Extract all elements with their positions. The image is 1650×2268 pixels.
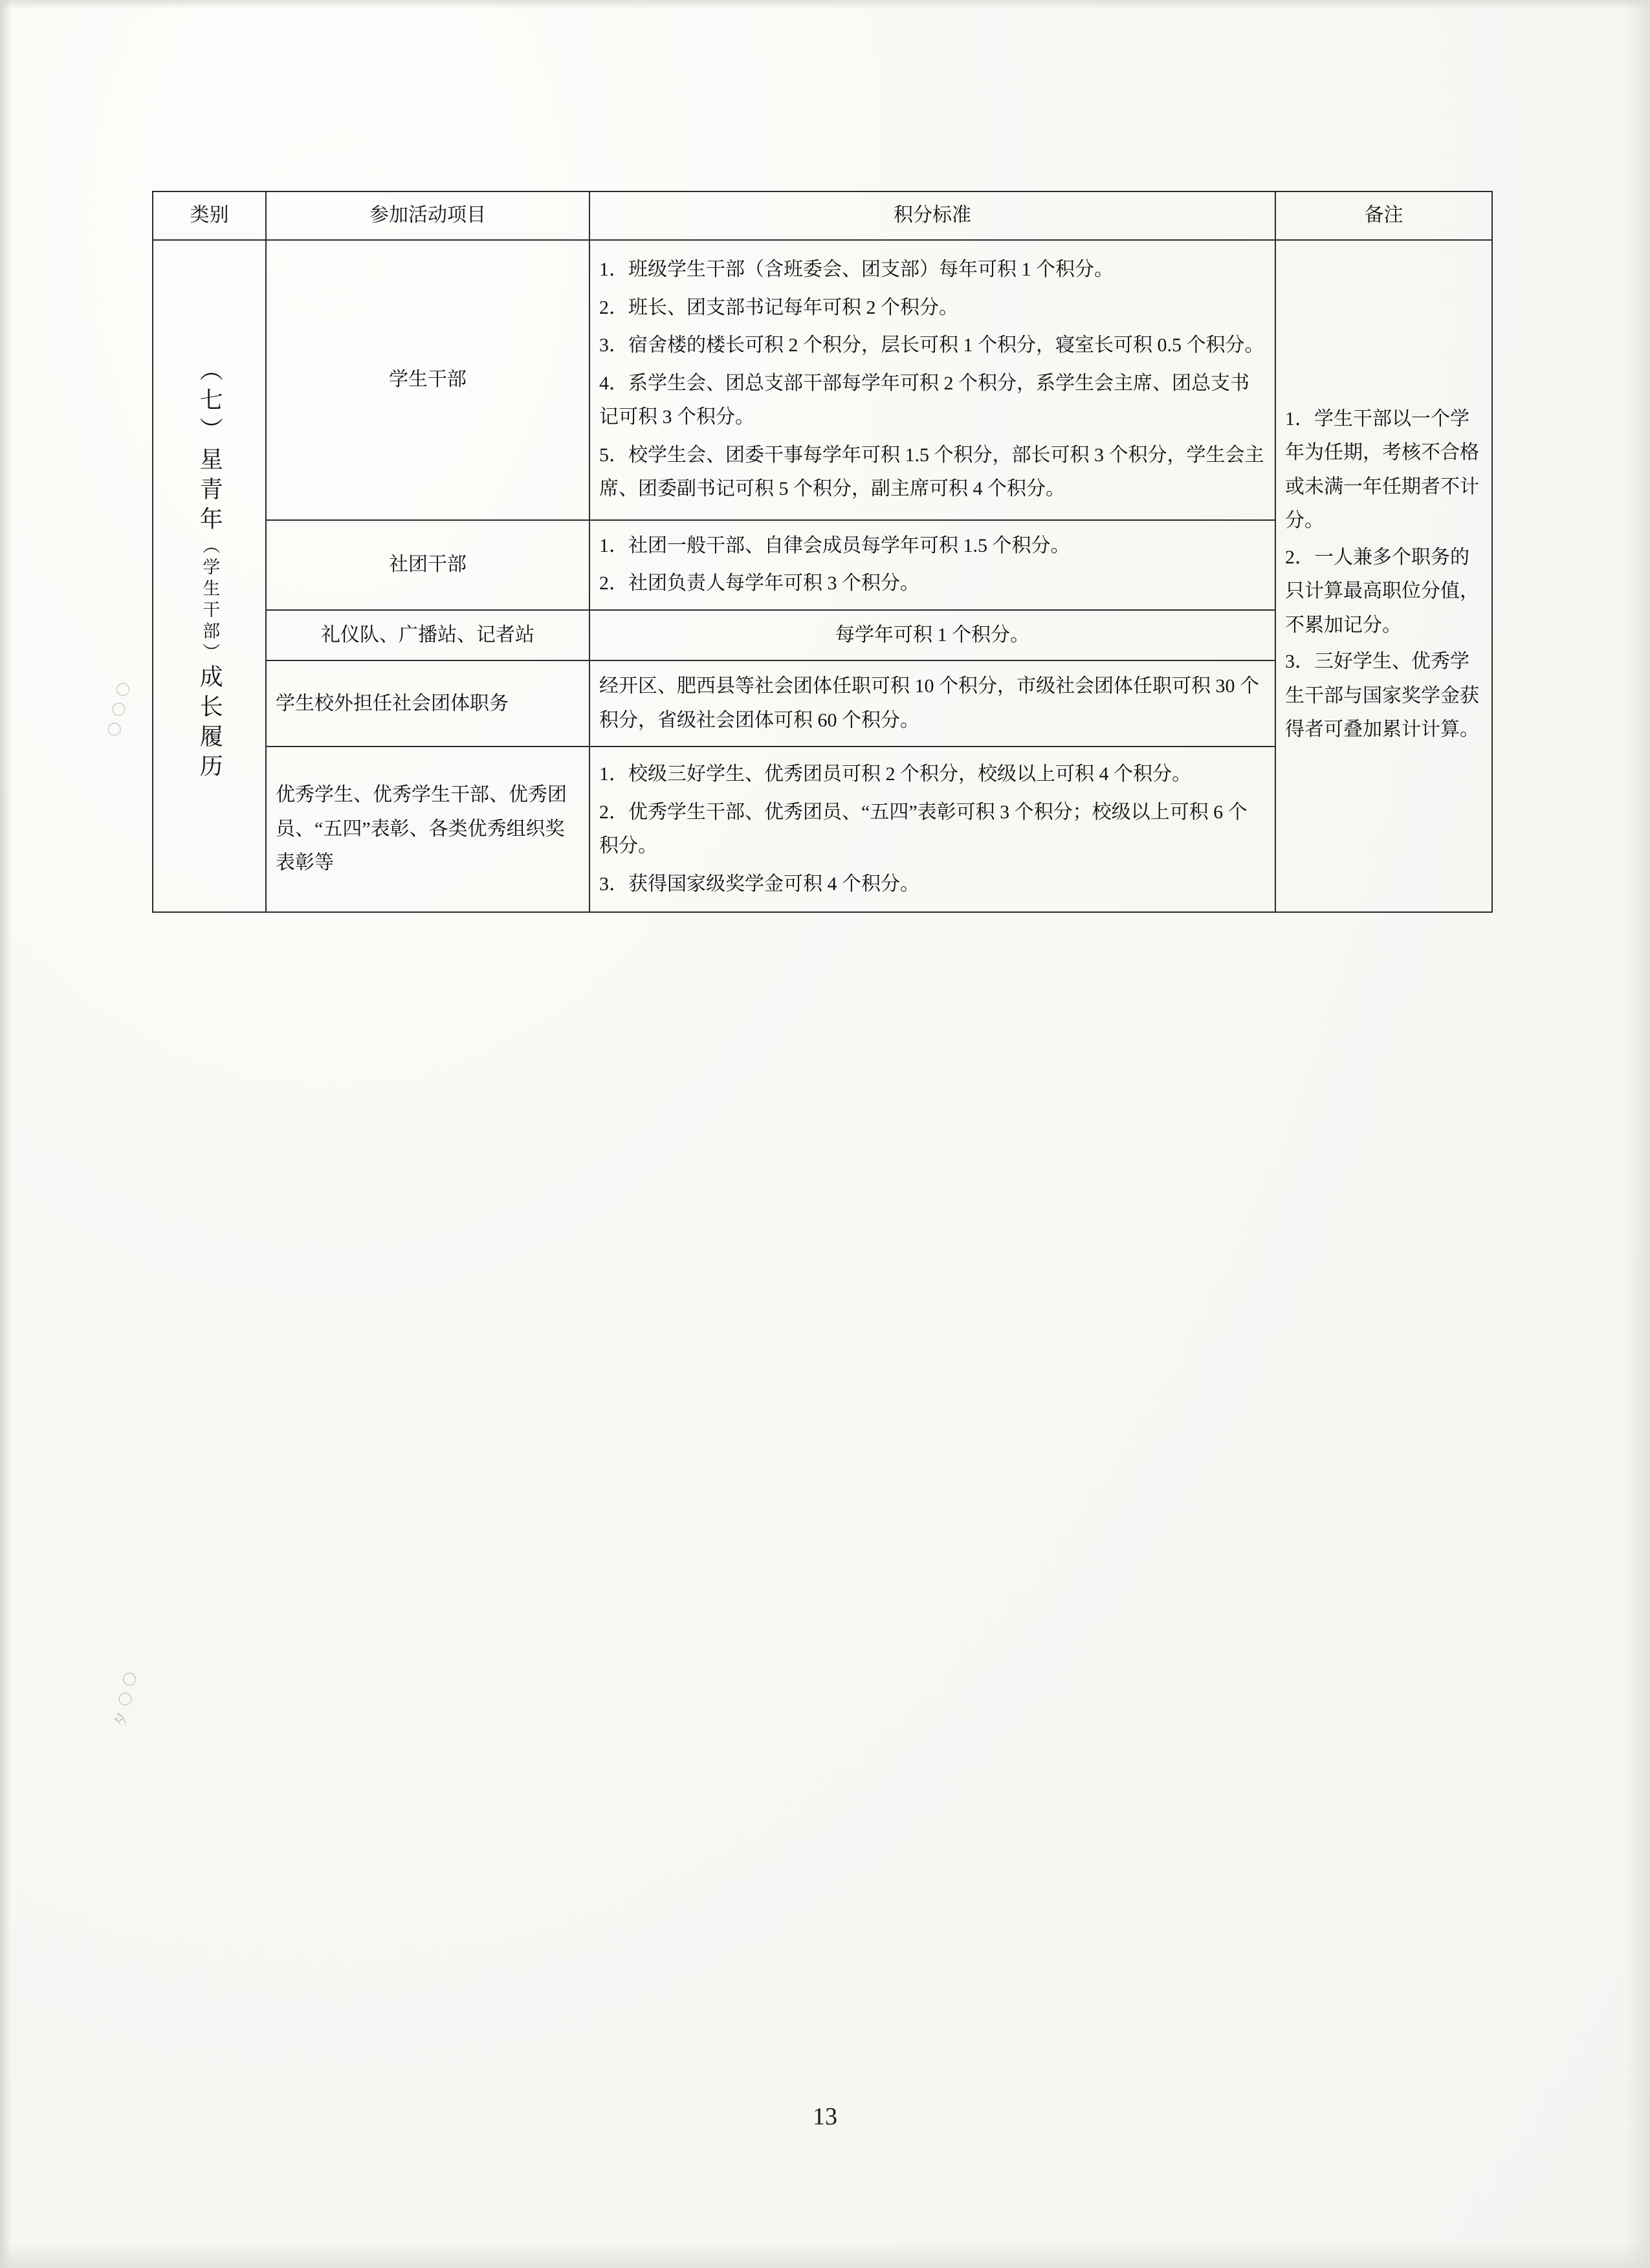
header-category: 类别 — [153, 191, 266, 240]
standard-line: 5．校学生会、团委干事每学年可积 1.5 个积分，部长可积 3 个积分，学生会主席、团委副书记可积 5 个积分，副主席可积 4 个积分。 — [599, 444, 1264, 500]
item-cell-student-cadre: 学生干部 — [266, 240, 589, 520]
item-cell-offcampus-position: 学生校外担任社会团体职务 — [266, 660, 589, 747]
table-header-row — [153, 191, 1492, 240]
table-body — [153, 240, 1492, 913]
header-standard: 积分标准 — [589, 191, 1275, 240]
standard-line: 3．获得国家级奖学金可积 4 个积分。 — [599, 873, 919, 895]
standard-cell-student-cadre — [589, 240, 1275, 520]
item-cell-club-cadre: 社团干部 — [266, 520, 589, 610]
remark-line: 1．学生干部以一个学年为任期，考核不合格或未满一年任期者不计分。 — [1285, 408, 1479, 532]
standard-line: 1．班级学生干部（含班委会、团支部）每年可积 1 个积分。 — [599, 259, 1114, 281]
standard-cell-honors — [589, 747, 1275, 912]
remark-line: 2．一人兼多个职务的只计算最高职位分值，不累加记分。 — [1285, 546, 1479, 636]
scan-edge-right — [1624, 0, 1650, 2268]
score-standards-table — [152, 191, 1493, 913]
standard-cell-offcampus-position — [589, 660, 1275, 747]
margin-pencil-mark-2: 夕 〇 〇 — [112, 1669, 140, 1728]
standard-line: 1．校级三好学生、优秀团员可积 2 个积分，校级以上可积 4 个积分。 — [599, 763, 1191, 785]
category-cell — [153, 240, 266, 913]
header-remark: 备注 — [1275, 191, 1492, 240]
scan-edge-left — [0, 0, 12, 2268]
category-vertical-label — [197, 247, 223, 894]
category-label-sub: （学生干部） — [200, 536, 220, 664]
standard-line: 2．优秀学生干部、优秀团员、“五四”表彰可积 3 个积分；校级以上可积 6 个积分。 — [599, 801, 1248, 857]
standard-line: 4．系学生会、团总支部干部每学年可积 2 个积分，系学生会主席、团总支书记可积 3 个积分。 — [599, 372, 1249, 428]
standard-cell-etiquette-team: 每学年可积 1 个积分。 — [589, 610, 1275, 660]
table-header — [153, 191, 1492, 240]
standard-line: 经开区、肥西县等社会团体任职可积 10 个积分，市级社会团体任职可积 30 个积分，省级社会团体可积 60 个积分。 — [599, 675, 1259, 731]
standard-line: 2．社团负责人每学年可积 3 个积分。 — [599, 572, 919, 594]
scan-edge-bottom — [0, 2242, 1650, 2268]
page-number: 13 — [813, 2103, 837, 2130]
standard-cell-club-cadre — [589, 520, 1275, 610]
category-label-tail: 成长履历 — [197, 664, 223, 783]
item-cell-etiquette-team: 礼仪队、广播站、记者站 — [266, 610, 589, 660]
table-row — [153, 240, 1492, 520]
margin-pencil-mark-1: 〇 〇 〇 — [105, 679, 133, 738]
header-item: 参加活动项目 — [266, 191, 589, 240]
remark-line: 3．三好学生、优秀学生干部与国家奖学金获得者可叠加累计计算。 — [1285, 651, 1479, 741]
item-cell-honors: 优秀学生、优秀学生干部、优秀团员、“五四”表彰、各类优秀组织奖表彰等 — [266, 747, 589, 912]
remark-cell — [1275, 240, 1492, 913]
standard-line: 2．班长、团支部书记每年可积 2 个积分。 — [599, 296, 958, 318]
standard-line: 3．宿舍楼的楼长可积 2 个积分，层长可积 1 个积分，寝室长可积 0.5 个积分。 — [599, 334, 1264, 356]
standard-line: 1．社团一般干部、自律会成员每学年可积 1.5 个积分。 — [599, 534, 1070, 556]
category-label-main: （七）星青年 — [197, 357, 223, 536]
score-table-wrapper — [152, 191, 1491, 913]
scan-edge-top — [0, 0, 1650, 9]
